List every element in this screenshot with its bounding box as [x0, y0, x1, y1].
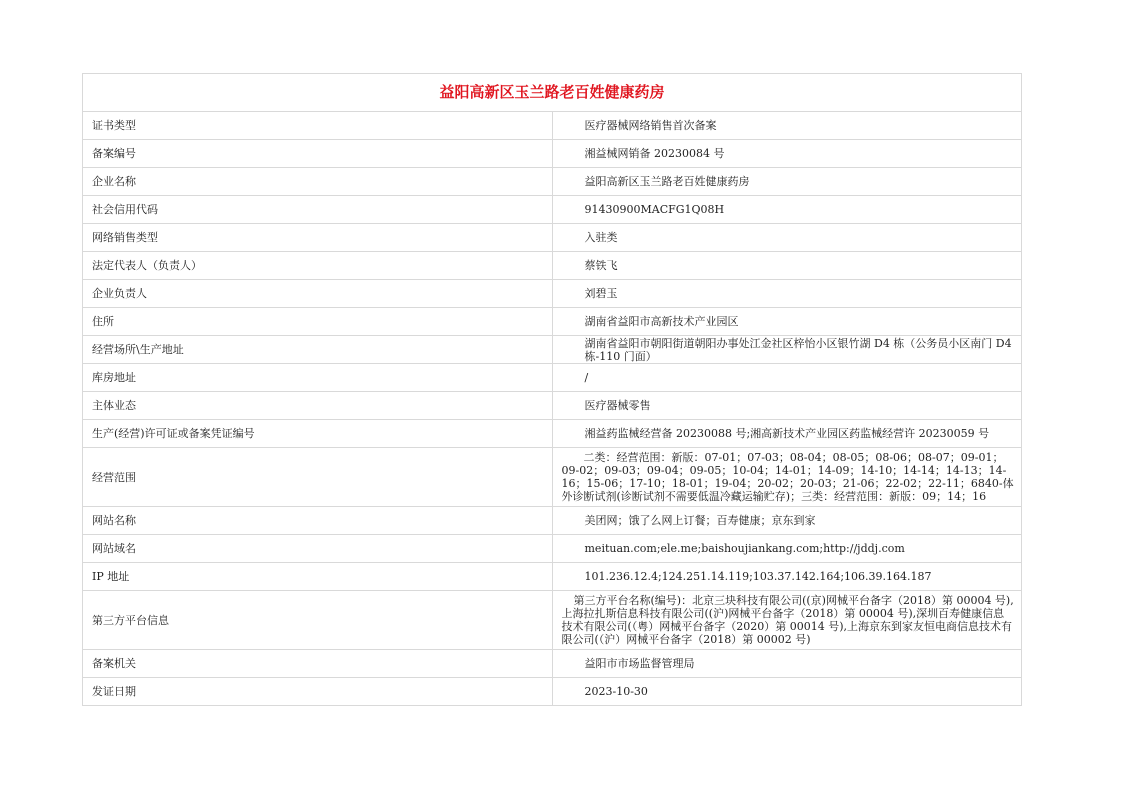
- table-row: [83, 591, 1022, 650]
- row-label: 网络销售类型: [83, 224, 553, 252]
- row-value: /: [552, 364, 1022, 392]
- table-row: [83, 336, 1022, 364]
- table-row: [83, 563, 1022, 591]
- row-label: 证书类型: [83, 112, 553, 140]
- row-label: 生产(经营)许可证或备案凭证编号: [83, 420, 553, 448]
- row-value: 益阳市市场监督管理局: [552, 650, 1022, 678]
- row-label: 备案机关: [83, 650, 553, 678]
- title-row: [83, 74, 1022, 112]
- row-value: 湖南省益阳市高新技术产业园区: [552, 308, 1022, 336]
- row-value-text: 二类：经营范围：新版：07-01；07-03；08-04；08-05；08-06；08-07；09-01；09-02；09-03；09-04；09-05；10-04；14-01；14-09；14-10；14-14；14-13；14-16；15-06；17-10；18-01；19-04；20-02；20-03；21-06；22-02；22-11；6840-体外诊断试剂(诊断试剂不需要低温冷藏运输贮存)；三类：经营范围：新版：09；14；16: [561, 451, 1014, 503]
- row-value: 湘益药监械经营备 20230088 号;湘高新技术产业园区药监械经营许 20230059 号: [552, 420, 1022, 448]
- row-label: 社会信用代码: [83, 196, 553, 224]
- row-value: 刘碧玉: [552, 280, 1022, 308]
- row-value-multiline: [552, 448, 1022, 507]
- row-label: 企业名称: [83, 168, 553, 196]
- row-value: 医疗器械零售: [552, 392, 1022, 420]
- row-label: 主体业态: [83, 392, 553, 420]
- table-row: [83, 448, 1022, 507]
- table-row: [83, 280, 1022, 308]
- table-row: [83, 392, 1022, 420]
- document-title: 益阳高新区玉兰路老百姓健康药房: [83, 74, 1022, 112]
- table-row: [83, 364, 1022, 392]
- row-value: 湘益械网销备 20230084 号: [552, 140, 1022, 168]
- table-row: [83, 535, 1022, 563]
- table-row: [83, 140, 1022, 168]
- table-row: [83, 420, 1022, 448]
- row-label: 第三方平台信息: [83, 591, 553, 650]
- row-value: 湖南省益阳市朝阳街道朝阳办事处江金社区梓怡小区银竹湖 D4 栋（公务员小区南门 D4 栋-110 门面）: [552, 336, 1022, 364]
- row-label: 企业负责人: [83, 280, 553, 308]
- row-value-multiline: [552, 591, 1022, 650]
- table-row: [83, 650, 1022, 678]
- row-label: 库房地址: [83, 364, 553, 392]
- row-value: 蔡铁飞: [552, 252, 1022, 280]
- table-row: [83, 196, 1022, 224]
- table-row: [83, 678, 1022, 706]
- row-value: 美团网；饿了么网上订餐；百寿健康；京东到家: [552, 507, 1022, 535]
- row-label: 网站域名: [83, 535, 553, 563]
- table-row: [83, 224, 1022, 252]
- row-label: 经营范围: [83, 448, 553, 507]
- table-row: [83, 252, 1022, 280]
- row-label: 住所: [83, 308, 553, 336]
- row-value: 入驻类: [552, 224, 1022, 252]
- row-value: 2023-10-30: [552, 678, 1022, 706]
- row-label: IP 地址: [83, 563, 553, 591]
- row-label: 网站名称: [83, 507, 553, 535]
- row-label: 发证日期: [83, 678, 553, 706]
- row-value: 医疗器械网络销售首次备案: [552, 112, 1022, 140]
- row-value: meituan.com;ele.me;baishoujiankang.com;http://jddj.com: [552, 535, 1022, 563]
- table-row: [83, 507, 1022, 535]
- certificate-sheet: [82, 73, 1022, 706]
- row-value: 101.236.12.4;124.251.14.119;103.37.142.164;106.39.164.187: [552, 563, 1022, 591]
- table-row: [83, 168, 1022, 196]
- table-row: [83, 112, 1022, 140]
- table-row: [83, 308, 1022, 336]
- row-value: 91430900MACFG1Q08H: [552, 196, 1022, 224]
- row-label: 法定代表人（负责人）: [83, 252, 553, 280]
- row-value: 益阳高新区玉兰路老百姓健康药房: [552, 168, 1022, 196]
- certificate-table: [82, 73, 1022, 706]
- row-label: 备案编号: [83, 140, 553, 168]
- row-value-text: 第三方平台名称(编号)：北京三块科技有限公司((京)网械平台备字（2018）第 00004 号),上海拉扎斯信息科技有限公司((沪)网械平台备字（2018）第 00004 号),深圳百寿健康信息技术有限公司(（粤）网械平台备字（2020）第 00014 号),上海京东到家友恒电商信息技术有限公司(（沪）网械平台备字（2018）第 00002 号): [561, 594, 1014, 646]
- row-label: 经营场所\生产地址: [83, 336, 553, 364]
